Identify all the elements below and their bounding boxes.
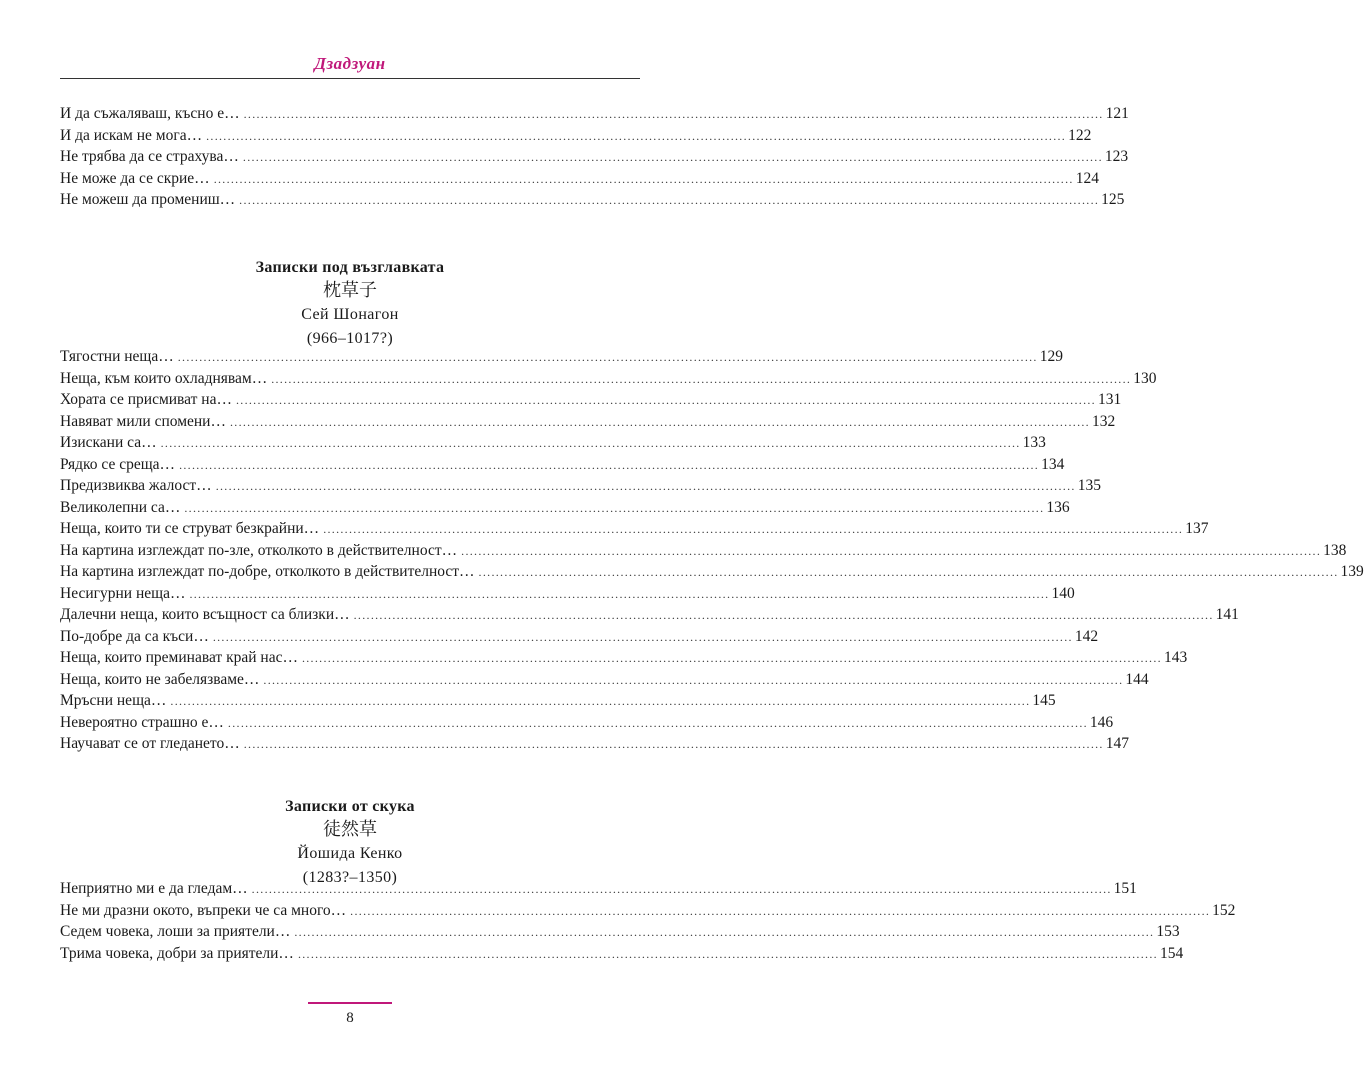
toc-leader-dots: ........................................................................................................................................................................................................ — [263, 672, 1124, 687]
toc-entry-page: 154 — [1159, 944, 1184, 962]
toc-entry — [60, 712, 1114, 734]
toc-entry — [60, 389, 1122, 411]
toc-entry-page: 133 — [1022, 434, 1046, 451]
toc-entry — [60, 518, 1209, 540]
toc-entry-title: Несигурни неща… — [60, 584, 186, 602]
toc-entry — [60, 733, 1129, 755]
toc-entry-page: 134 — [1041, 455, 1065, 473]
toc-entry-page: 122 — [1068, 126, 1092, 144]
toc-leader-dots: ........................................................................................................................................................................................................ — [179, 457, 1040, 472]
toc-entry-title: По-добре да са къси… — [60, 627, 209, 645]
toc-leader-dots: ........................................................................................................................................................................................................ — [177, 350, 1038, 364]
toc-leader-dots: ........................................................................................................................................................................................................ — [242, 150, 1103, 164]
toc-leader-dots: ........................................................................................................................................................................................................ — [323, 522, 1184, 536]
toc-entry-title: Невероятно страшно е… — [60, 713, 224, 731]
toc-entry-title: Неща, които преминават край нас… — [60, 649, 298, 666]
toc-entry-page: 144 — [1125, 670, 1149, 688]
toc-entry-title: Великолепни са… — [60, 498, 181, 516]
toc-entry — [60, 540, 1347, 562]
toc-entry-title: На картина изглеждат по-зле, отколкото в действителност… — [60, 541, 458, 559]
toc-entry-page: 138 — [1323, 541, 1347, 559]
toc-leader-dots: ........................................................................................................................................................................................................ — [243, 107, 1104, 121]
header-title: Дзадзуан — [314, 54, 386, 73]
toc-entry-page: 129 — [1039, 348, 1063, 365]
toc-entry-page: 139 — [1340, 563, 1364, 580]
toc-entry — [60, 561, 1364, 583]
toc-leader-dots: ........................................................................................................................................................................................................ — [189, 586, 1050, 601]
footer-rule — [308, 1002, 392, 1004]
toc-entry-title: Не можеш да промениш… — [60, 191, 236, 208]
toc-entry — [60, 878, 1137, 900]
toc-entry-title: Навяват мили спомени… — [60, 412, 226, 430]
toc-leader-dots: ........................................................................................................................................................................................................ — [243, 737, 1104, 751]
toc-entry-page: 153 — [1156, 923, 1180, 940]
toc-entry — [60, 125, 1092, 147]
toc-entry-page: 141 — [1215, 606, 1239, 623]
section-author: Йошида Кенко — [297, 845, 403, 862]
toc-entry — [60, 921, 1180, 943]
toc-entry — [60, 583, 1075, 605]
toc-entry — [60, 368, 1157, 390]
toc-leader-dots: ........................................................................................................................................................................................................ — [294, 925, 1155, 939]
toc-entry-title: Неприятно ми е да гледам… — [60, 880, 248, 897]
toc-leader-dots: ........................................................................................................................................................................................................ — [213, 171, 1074, 186]
toc-entry-page: 124 — [1075, 169, 1099, 187]
toc-leader-dots: ........................................................................................................................................................................................................ — [212, 629, 1073, 644]
toc-entry-title: Научават се от гледането… — [60, 735, 240, 752]
toc-entry-page: 131 — [1097, 391, 1122, 408]
toc-list-section0 — [60, 103, 1129, 211]
section-years: (1283?–1350) — [302, 869, 398, 886]
toc-entry-title: Рядко се среща… — [60, 455, 176, 473]
toc-entry — [60, 168, 1099, 190]
toc-entry-page: 136 — [1046, 498, 1070, 516]
toc-leader-dots: ........................................................................................................................................................................................................ — [235, 393, 1096, 407]
toc-entry-title: Трима човека, добри за приятели… — [60, 944, 294, 962]
toc-entry — [60, 475, 1101, 497]
toc-leader-dots: ........................................................................................................................................................................................................ — [478, 565, 1339, 579]
page-number: 8 — [346, 1010, 354, 1026]
toc-entry-title: Предизвиква жалост… — [60, 477, 212, 494]
toc-entry-page: 132 — [1091, 412, 1116, 430]
toc-entry — [60, 669, 1149, 691]
toc-leader-dots: ........................................................................................................................................................................................................ — [229, 414, 1090, 429]
toc-entry-page: 151 — [1113, 880, 1137, 897]
toc-entry-title: Далечни неща, които всъщност са близки… — [60, 606, 350, 623]
toc-entry-page: 135 — [1077, 477, 1101, 494]
section-title: Записки от скука — [285, 798, 415, 815]
toc-entry — [60, 411, 1116, 433]
section-years: (966–1017?) — [306, 330, 394, 347]
toc-leader-dots: ........................................................................................................................................................................................................ — [206, 128, 1067, 143]
toc-entry-page: 140 — [1051, 584, 1075, 602]
toc-entry — [60, 900, 1236, 922]
section-author: Сей Шонагон — [301, 306, 399, 323]
toc-leader-dots: ........................................................................................................................................................................................................ — [297, 946, 1158, 961]
section-original-title: 徒然草 — [323, 819, 377, 840]
toc-leader-dots: ........................................................................................................................................................................................................ — [170, 694, 1031, 708]
toc-leader-dots: ........................................................................................................................................................................................................ — [239, 193, 1100, 207]
toc-leader-dots: ........................................................................................................................................................................................................ — [301, 651, 1162, 665]
toc-entry-page: 130 — [1133, 369, 1157, 387]
toc-leader-dots: ........................................................................................................................................................................................................ — [353, 608, 1214, 622]
toc-entry-title: Седем човека, лоши за приятели… — [60, 923, 291, 940]
toc-entry — [60, 189, 1125, 211]
toc-entry-page: 147 — [1105, 735, 1129, 752]
toc-leader-dots: ........................................................................................................................................................................................................ — [271, 371, 1132, 386]
toc-entry-title: Хората се присмиват на… — [60, 391, 232, 408]
toc-leader-dots: ........................................................................................................................................................................................................ — [184, 500, 1045, 515]
toc-entry-title: И да искам не мога… — [60, 126, 203, 144]
toc-entry-page: 146 — [1089, 713, 1114, 731]
toc-entry-page: 123 — [1104, 148, 1129, 165]
toc-list-section1 — [60, 346, 1364, 755]
toc-entry-title: Не ми дразни окото, въпреки че са много… — [60, 901, 347, 919]
toc-entry-page: 137 — [1185, 520, 1209, 537]
toc-entry — [60, 943, 1184, 965]
toc-entry-title: На картина изглеждат по-добре, отколкото в действителност… — [60, 563, 475, 580]
toc-entry — [60, 497, 1070, 519]
toc-entry-page: 152 — [1212, 901, 1236, 919]
toc-entry — [60, 146, 1129, 168]
toc-entry-title: Неща, които не забелязваме… — [60, 670, 260, 688]
section-header-tsurezure — [0, 796, 700, 890]
section-original-title: 枕草子 — [323, 280, 377, 301]
toc-entry-title: И да съжаляваш, късно е… — [60, 105, 240, 122]
toc-entry — [60, 103, 1129, 125]
toc-entry-title: Тягостни неща… — [60, 348, 174, 365]
toc-entry-title: Неща, към които охладнявам… — [60, 369, 268, 387]
toc-entry-page: 145 — [1032, 692, 1056, 709]
toc-entry-title: Не трябва да се страхува… — [60, 148, 239, 165]
toc-leader-dots: ........................................................................................................................................................................................................ — [251, 882, 1112, 896]
toc-entry — [60, 690, 1056, 712]
toc-entry — [60, 454, 1065, 476]
header-rule — [60, 78, 640, 79]
toc-entry-page: 142 — [1074, 627, 1099, 645]
toc-leader-dots: ........................................................................................................................................................................................................ — [160, 436, 1021, 450]
toc-entry-page: 125 — [1101, 191, 1125, 208]
toc-entry — [60, 626, 1099, 648]
toc-entry-title: Неща, които ти се струват безкрайни… — [60, 520, 320, 537]
toc-leader-dots: ........................................................................................................................................................................................................ — [350, 903, 1211, 918]
section-header-makura — [0, 257, 700, 351]
toc-entry — [60, 604, 1239, 626]
toc-entry-page: 143 — [1163, 649, 1188, 666]
toc-entry — [60, 647, 1188, 669]
toc-entry-page: 121 — [1105, 105, 1129, 122]
toc-list-section2 — [60, 878, 1236, 964]
toc-entry — [60, 432, 1046, 454]
toc-leader-dots: ........................................................................................................................................................................................................ — [227, 715, 1088, 730]
toc-leader-dots: ........................................................................................................................................................................................................ — [461, 543, 1322, 558]
toc-entry-title: Изискани са… — [60, 434, 157, 451]
toc-entry-title: Не може да се скрие… — [60, 169, 210, 187]
toc-entry-title: Мръсни неща… — [60, 692, 167, 709]
section-title: Записки под възглавката — [255, 259, 445, 276]
toc-entry — [60, 346, 1063, 368]
toc-leader-dots: ........................................................................................................................................................................................................ — [215, 479, 1076, 493]
